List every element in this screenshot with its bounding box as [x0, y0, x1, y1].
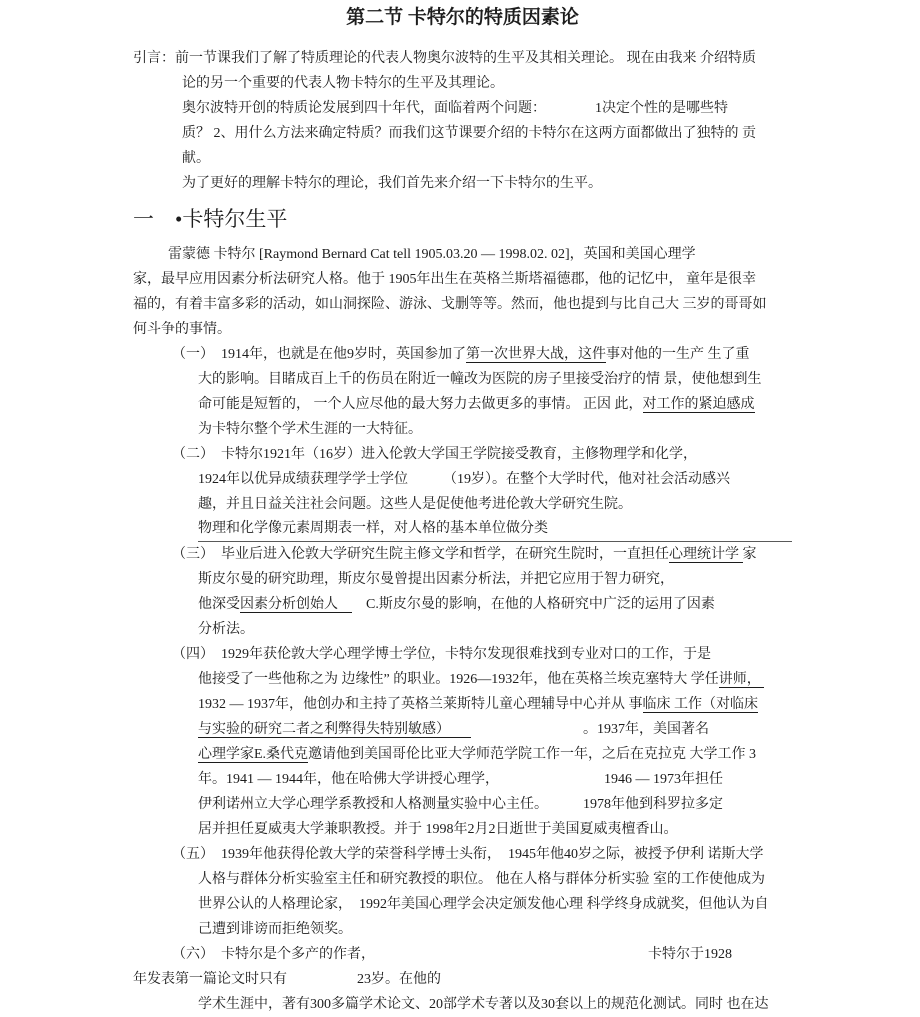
text-line [168, 242, 792, 267]
text-segment: 雷蒙德 卡特尔 [Raymond Bernard Cat tell 1905.03.20 — 1998.02. 02]，英国和美国心理学 [168, 247, 696, 262]
text-line [172, 542, 792, 567]
underlined-text-segment: 心理学家E.桑代克 [198, 747, 309, 762]
text-line [172, 942, 792, 967]
text-segment: 1924年以优异成绩获理学学士学位 （19岁）。在整个大学时代，他对社会活动感兴 [198, 472, 730, 487]
text-segment: 大的影响。目睹成百上千的伤员在附近一幢改为医院的房子里接受治疗的情 景，使他想到生 [198, 372, 762, 387]
text-line [133, 967, 792, 992]
text-line [198, 792, 792, 817]
text-segment: （三） 毕业后进入伦敦大学研究生院主修文学和哲学，在研究生院时，一直担任 [172, 547, 669, 562]
text-line [198, 917, 792, 942]
text-segment: 引言：前一节课我们了解了特质理论的代表人物奥尔波特的生平及其相关理论。 现在由我来 介绍特质 [133, 51, 756, 66]
text-line [198, 667, 792, 692]
text-segment: 居并担任夏威夷大学兼职教授。并于 1998年2月2日逝世于美国夏威夷檀香山。 [198, 822, 678, 837]
text-segment: 世界公认的人格理论家， 1992年美国心理学会决定颁发他心理 科学终身成就奖，但他认为自 [198, 897, 769, 912]
text-line [198, 392, 792, 417]
underlined-text-segment: 因素分析创始人 [240, 597, 352, 612]
text-segment: 命可能是短暂的， 一个人应尽他的最大努力去做更多的事情。 正因 此， [198, 397, 643, 412]
text-line [198, 717, 792, 742]
text-line [133, 292, 792, 317]
text-line [198, 692, 792, 717]
text-line [198, 992, 792, 1017]
text-segment: 物理和化学像元素周期表一样，对人格的基本单位做分类 [198, 521, 548, 536]
text-line [198, 492, 792, 517]
text-segment: （二） 卡特尔1921年（16岁）进入伦敦大学国王学院接受教育，主修物理学和化学， [172, 447, 697, 462]
text-segment: 分析法。 [198, 622, 254, 637]
text-line [133, 317, 792, 342]
text-segment: 福的，有着丰富多彩的活动，如山洞探险、游泳、戈删等等。然而，他也提到与比自己大 三岁的哥哥如 [133, 297, 767, 312]
underlined-text-segment: 与实验的研究二者之利弊得失特别敏感） [198, 722, 471, 737]
body-paragraphs [133, 242, 792, 1017]
text-segment: 献。 [182, 151, 210, 166]
text-segment: 。1937年，美国著名 [471, 722, 709, 737]
text-segment: 1932 — 1937年，他创办和主持了英格兰莱斯特儿童心理辅导中心并从 事 [198, 697, 643, 712]
section-heading: 一 •卡特尔生平 [133, 207, 288, 231]
text-line [172, 642, 792, 667]
text-line [182, 71, 792, 96]
text-segment: 邀请他到美国哥伦比亚大学师范学院工作一年，之后在克拉克 大学工作 3 [308, 747, 757, 762]
text-segment: 家，最早应用因素分析法研究人格。他于 1905年出生在英格兰斯塔福德郡，他的记忆中， 童年是很幸 [133, 272, 756, 287]
text-segment: 为卡特尔整个学术生涯的一大特征。 [198, 422, 422, 437]
text-segment: 伊利诺州立大学心理学系教授和人格测量实验中心主任。 1978年他到科罗拉多定 [198, 797, 723, 812]
text-segment: 人格与群体分析实验室主任和研究教授的职位。 他在人格与群体分析实验 室的工作使他成为 [198, 872, 765, 887]
text-line [182, 146, 792, 171]
text-segment: 他深受 [198, 597, 240, 612]
text-segment: C.斯皮尔曼的影响，在他的人格研究中广泛的运用了因素 [352, 597, 715, 612]
text-line [133, 46, 792, 71]
text-line [182, 121, 792, 146]
text-segment: 事对他的一生产 生了重 [606, 347, 750, 362]
underlined-text-segment: 对工作的紧迫感成 [642, 397, 755, 412]
text-segment: 质？ 2、用什么方法来确定特质？而我们这节课要介绍的卡特尔在这两方面都做出了独特的 贡 [182, 126, 756, 141]
text-line [198, 817, 792, 842]
text-line [198, 367, 792, 392]
text-line [182, 96, 792, 121]
text-line [198, 467, 792, 492]
text-segment: （六） 卡特尔是个多产的作者， 卡特尔于1928 [172, 947, 732, 962]
text-segment: 奥尔波特开创的特质论发展到四十年代，面临着两个问题： 1决定个性的是哪些特 [182, 101, 728, 116]
text-line [198, 417, 792, 442]
text-segment: （一） 1914年，也就是在他9岁时，英国参加了 [172, 347, 466, 362]
intro-paragraphs [133, 46, 792, 196]
text-segment: 论的另一个重要的代表人物卡特尔的生平及其理论。 [182, 76, 504, 91]
text-line [198, 892, 792, 917]
text-segment: 年发表第一篇论文时只有 23岁。在他的 [133, 972, 441, 987]
text-segment: （四） 1929年获伦敦大学心理学博士学位，卡特尔发现很难找到专业对口的工作，于是 [172, 647, 711, 662]
text-line [198, 567, 792, 592]
text-line [198, 867, 792, 892]
text-segment: 为了更好的理解卡特尔的理论，我们首先来介绍一下卡特尔的生平。 [182, 176, 602, 191]
underlined-text-segment: 讲师， [718, 672, 765, 687]
text-segment: 他接受了一些他称之为 边缘性” 的职业。1926—1932年，他在英格兰埃克塞特大 学任 [198, 672, 719, 687]
document-title: 第二节 卡特尔的特质因素论 [346, 7, 579, 28]
underlined-text-segment: 临床 工作（对临床 [642, 697, 758, 712]
text-line [172, 842, 792, 867]
text-line [172, 442, 792, 467]
text-segment: 斯皮尔曼的研究助理，斯皮尔曼曾提出因素分析法，并把它应用于智力研究， [198, 572, 674, 587]
text-line [198, 617, 792, 642]
text-segment: 年。1941 — 1944年，他在哈佛大学讲授心理学， 1946 — 1973年担任 [198, 772, 723, 787]
text-line [172, 342, 792, 367]
text-line [182, 171, 792, 196]
text-line [198, 742, 792, 767]
text-line [198, 767, 792, 792]
text-segment: 学术生涯中，著有300多篇学术论文、20部学术专著以及30套以上的规范化测试。同时 也在达 [198, 997, 769, 1012]
text-segment: 己遭到诽谤而拒绝领奖。 [198, 922, 352, 937]
text-segment: 家 [742, 547, 757, 562]
text-line [133, 267, 792, 292]
text-segment: 何斗争的事情。 [133, 322, 231, 337]
underlined-text-segment: 心理统计学 [669, 547, 743, 562]
text-line [198, 592, 792, 617]
text-line-with-rule [198, 517, 792, 542]
text-segment: 趣，并且日益关注社会问题。这些人是促使他考进伦敦大学研究生院。 [198, 497, 632, 512]
text-segment: （五） 1939年他获得伦敦大学的荣誉科学博士头衔， 1945年他40岁之际，被授予伊利 诺斯大学 [172, 847, 764, 862]
underlined-text-segment: 第一次世界大战，这件 [466, 347, 606, 362]
